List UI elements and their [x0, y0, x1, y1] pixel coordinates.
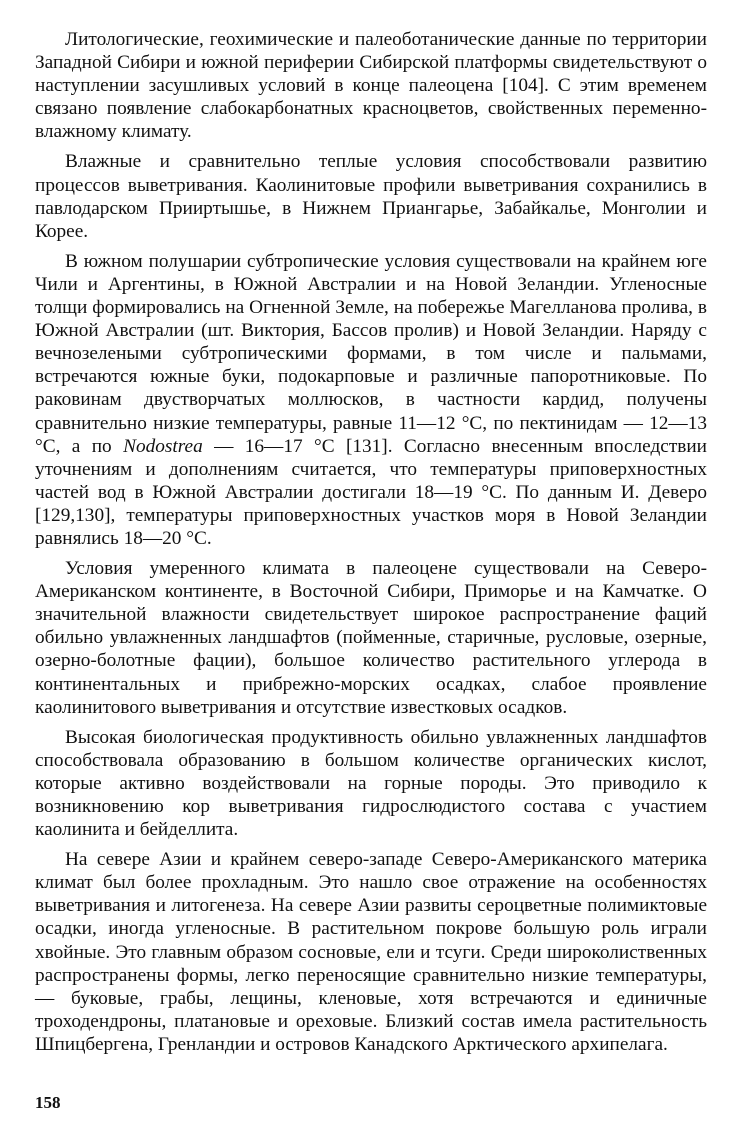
paragraph-5: Высокая биологическая продуктивность обильно увлажненных ландшафтов способствовала образованию в большом количестве органических кислот, которые активно воздействовали на горные породы. Это приводило к возникновению кор выветривания гидрослюдистого состава с участием каолинита и бейделлита. [35, 726, 707, 841]
paragraph-4: Условия умеренного климата в палеоцене существовали на Северо-Американском континенте, в Восточной Сибири, Приморье и на Камчатке. О значительной влажности свидетельствует широкое распространение фаций обильно увлажненных ландшафтов (пойменные, старичные, русловые, озерные, озерно-болотные фации), большое количество растительного углерода в континентальных и прибрежно-морских осадках, слабое проявление каолинитового выветривания и отсутствие известковых осадков. [35, 558, 707, 718]
paragraph-3-part-2: — 16—17 °С [131]. Согласно внесенным впоследствии уточнениям и дополнениям считается, что температуры приповерхностных частей вод в Южной Австралии достигали 18—19 °С. По данным И. Деверо [129,130], температуры приповерхностных участков моря в Новой Зеландии равнялись 18—20 °С. [35, 435, 707, 549]
genus-name-italic: Nodostrea [123, 435, 203, 457]
page-number: 158 [35, 1093, 61, 1112]
paragraph-1: Литологические, геохимические и палеоботанические данные по территории Западной Сибири и южной периферии Сибирской платформы свидетельствуют о наступлении засушливых условий в конце палеоцена [104]. С этим временем связано появление слабокарбонатных красноцветов, свойственных переменно-влажному климату. [35, 29, 707, 143]
paragraph-3-part-1: В южном полушарии субтропические условия существовали на крайнем юге Чили и Аргентины, в Южной Австралии и на Новой Зеландии. Угленосные толщи формировались на Огненной Земле, на побережье Магелланова пролива, в Южной Австралии (шт. Виктория, Бассов пролив) и Новой Зеландии. Наряду с вечнозелеными субтропическими формами, в том числе и пальмами, встречаются южные буки, подокарповые и различные папоротниковые. По раковинам двустворчатых моллюсков, в частности кардид, получены сравнительно низкие температуры, равные 11—12 °С, по пектинидам — 12—13 °С, а по [35, 250, 707, 457]
paragraph-6: На севере Азии и крайнем северо-западе Северо-Американского материка климат был более прохладным. Это нашло свое отражение на особенностях выветривания и литогенеза. На севере Азии развиты сероцветные полимиктовые осадки, иногда угленосные. В растительном покрове большую роль играли хвойные. Это главным образом сосновые, ели и тсуги. Среди широколиственных распространены формы, легко переносящие сравнительно низкие температуры,— буковые, грабы, лещины, кленовые, хотя встречаются и единичные троходендроны, платановые и ореховые. Близкий состав имела растительность Шпицбергена, Гренландии и островов Канадского Арктического архипелага. [35, 849, 707, 1055]
paragraph-2: Влажные и сравнительно теплые условия способствовали развитию процессов выветривания. Каолинитовые профили выветривания сохранились в павлодарском Прииртышье, в Нижнем Приангарье, Забайкалье, Монголии и Корее. [35, 151, 707, 242]
paragraph-3 [35, 250, 707, 550]
page-body [35, 28, 707, 1063]
